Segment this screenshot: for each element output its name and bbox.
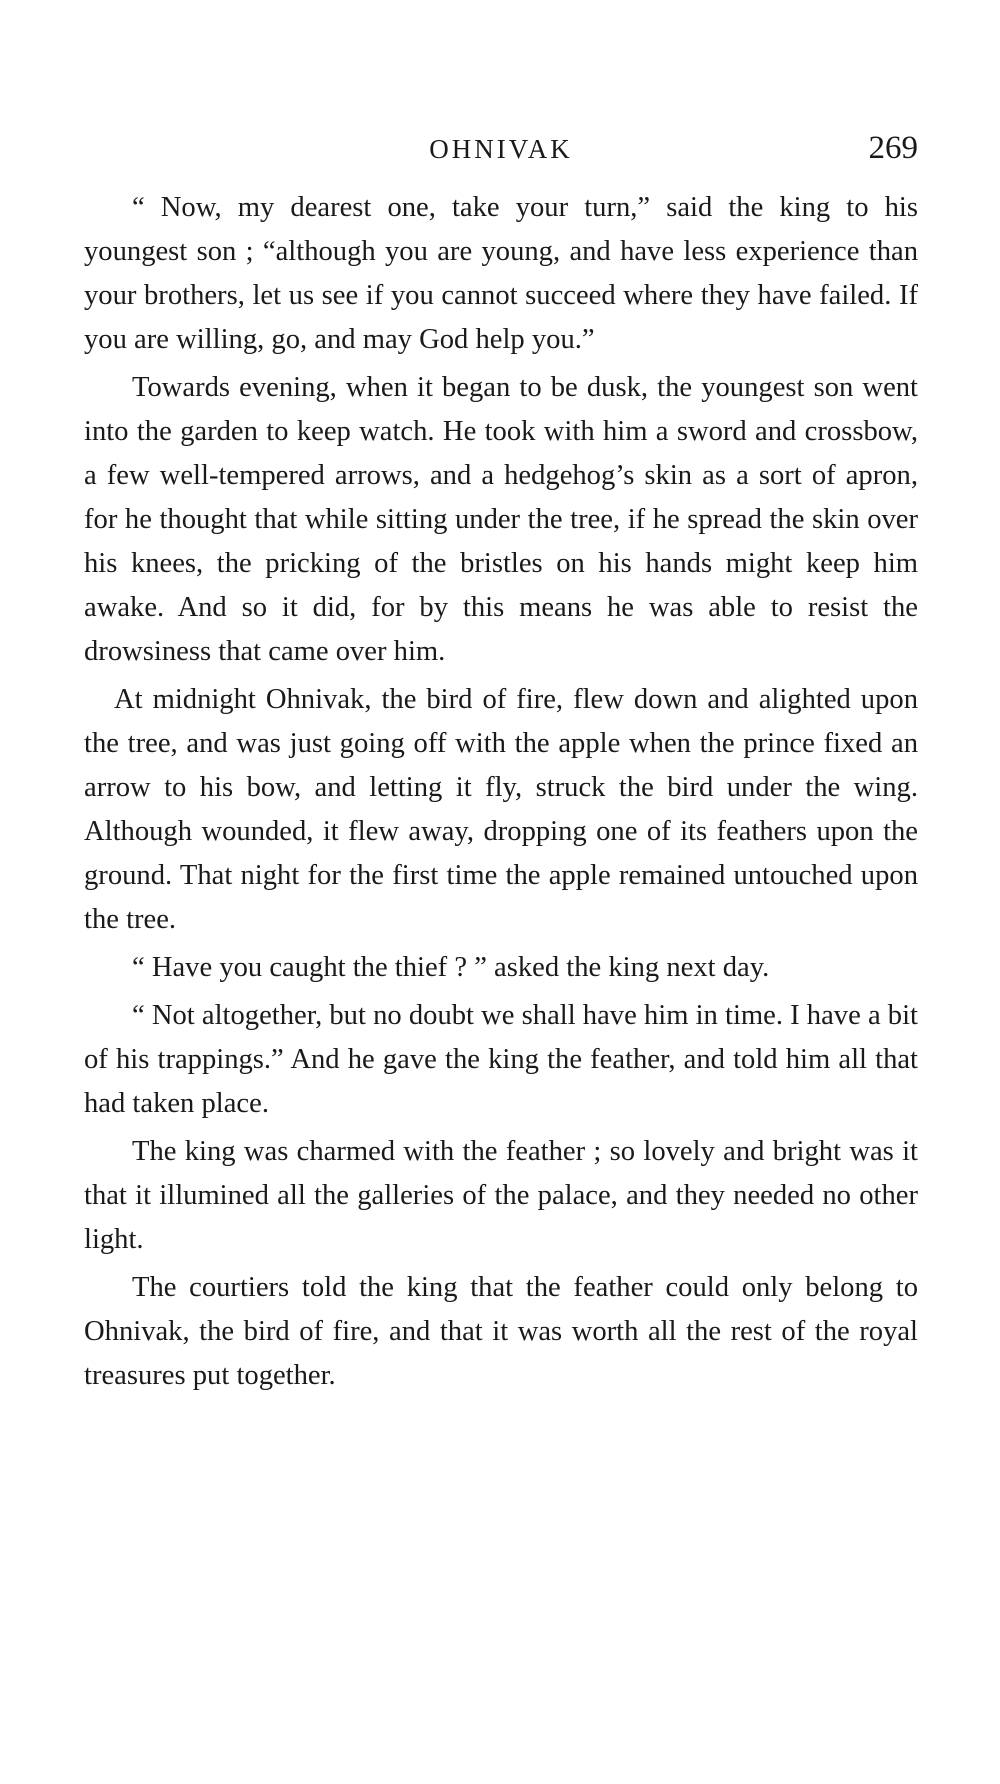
- running-head: [84, 130, 918, 186]
- book-page: [84, 130, 918, 1398]
- paragraph: The king was charmed with the feather ; so lovely and bright was it that it illumined all the galleries of the palace, and they needed no other light.: [84, 1136, 918, 1255]
- paragraph: At midnight Ohnivak, the bird of fire, flew down and alighted upon the tree, and was just going off with the apple when the prince fixed an arrow to his bow, and letting it fly, struck the bird under the wing. Although wounded, it flew away, dropping one of its feathers upon the ground. That night for the first time the apple remained untouched upon the tree.: [84, 684, 918, 935]
- paragraph: Towards evening, when it began to be dusk, the youngest son went into the garden to keep watch. He took with him a sword and crossbow, a few well-tempered arrows, and a hedgehog’s skin as a sort of apron, for he thought that while sitting under the tree, if he spread the skin over his knees, the pricking of the bristles on his hands might keep him awake. And so it did, for by this means he was able to resist the drowsiness that came over him.: [84, 372, 918, 667]
- page-number: 269: [868, 130, 918, 166]
- running-title: OHNIVAK: [429, 134, 573, 164]
- paragraph: “ Have you caught the thief ? ” asked the king next day.: [132, 952, 770, 983]
- paragraph: “ Now, my dearest one, take your turn,” said the king to his youngest son ; “although you are young, and have less experience than your brothers, let us see if you cannot succeed where they have failed. If you are willing, go, and may God help you.”: [84, 192, 918, 355]
- paragraph: The courtiers told the king that the feather could only belong to Ohnivak, the bird of fire, and that it was worth all the rest of the royal treasures put together.: [84, 1272, 918, 1391]
- body-text: [84, 186, 918, 1398]
- paragraph: “ Not altogether, but no doubt we shall have him in time. I have a bit of his trappings.” And he gave the king the feather, and told him all that had taken place.: [84, 1000, 918, 1119]
